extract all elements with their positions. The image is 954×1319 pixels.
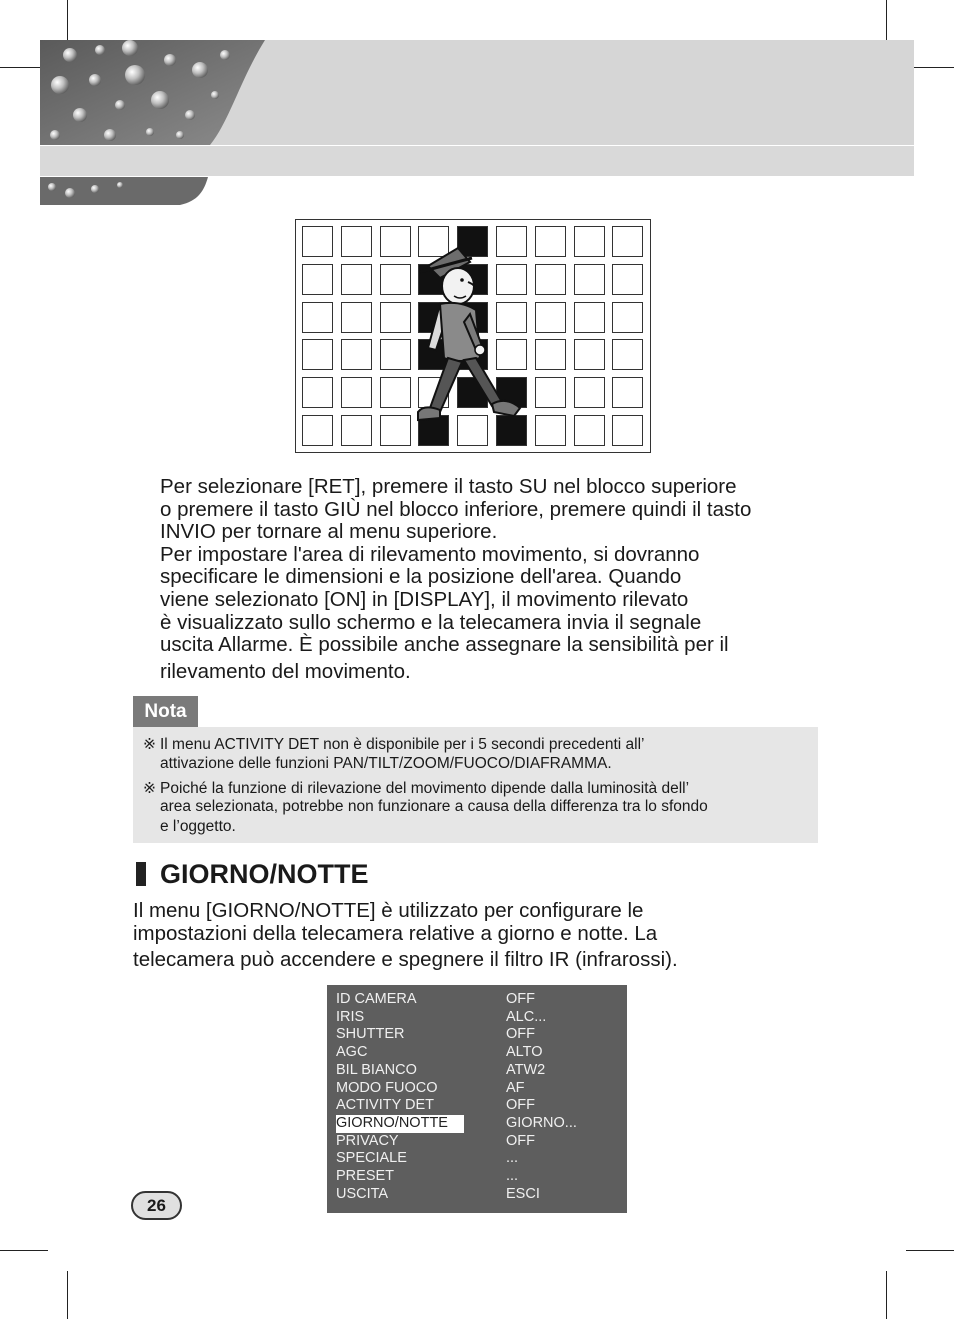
grid-cell: [535, 377, 566, 408]
osd-menu-value: GIORNO...: [506, 1114, 577, 1131]
grid-cell: [341, 339, 372, 370]
osd-menu-value: OFF: [506, 1026, 535, 1043]
osd-menu-row[interactable]: [327, 1044, 627, 1062]
crop-mark: [67, 1271, 68, 1319]
osd-menu-value: ...: [506, 1150, 519, 1167]
osd-menu-value: ...: [506, 1168, 519, 1184]
crop-mark: [886, 1271, 887, 1319]
grid-cell: [574, 226, 605, 257]
note-text: area selezionata, potrebbe non funzionare a causa della differenza tra lo sfondo: [160, 798, 708, 815]
osd-menu-row[interactable]: [327, 1062, 627, 1080]
intro-paragraph: [160, 476, 751, 683]
grid-cell: [380, 377, 411, 408]
section-line: Il menu [GIORNO/NOTTE] è utilizzato per configurare le: [133, 899, 644, 922]
section-marker: [136, 862, 146, 886]
intro-line: specificare le dimensioni e la posizione dell'area. Quando: [160, 565, 682, 589]
intro-line: uscita Allarme. È possibile anche assegnare la sensibilità per il: [160, 633, 729, 657]
note-text: attivazione delle funzioni PAN/TILT/ZOOM/FUOCO/DIAFRAMMA.: [160, 755, 612, 772]
grid-cell: [535, 302, 566, 333]
water-drops-decoration: [40, 177, 210, 205]
grid-cell: [302, 415, 333, 446]
walking-man-illustration: [410, 238, 530, 433]
crop-mark: [906, 1250, 954, 1251]
note-text: e l’oggetto.: [160, 818, 236, 835]
grid-cell: [341, 377, 372, 408]
intro-line: rilevamento del movimento.: [160, 659, 411, 683]
grid-cell: [380, 339, 411, 370]
grid-cell: [302, 377, 333, 408]
grid-cell: [574, 415, 605, 446]
osd-menu-value: AF: [506, 1079, 525, 1096]
osd-menu-value: ALTO: [506, 1044, 543, 1061]
grid-cell: [380, 415, 411, 446]
osd-menu-label: PRIVACY: [336, 1132, 399, 1149]
grid-cell: [535, 415, 566, 446]
osd-menu-row[interactable]: [327, 1026, 627, 1044]
grid-cell: [612, 339, 643, 370]
osd-menu-label: ID CAMERA: [336, 991, 417, 1007]
note-label: Nota: [133, 696, 198, 727]
grid-cell: [302, 339, 333, 370]
osd-menu-value: OFF: [506, 991, 535, 1007]
grid-cell: [535, 226, 566, 257]
osd-menu: [327, 985, 627, 1213]
osd-menu-row[interactable]: [327, 1168, 627, 1186]
osd-menu-row[interactable]: [327, 1097, 627, 1115]
intro-line: INVIO per tornare al menu superiore.: [160, 520, 498, 544]
page-number: 26: [131, 1191, 182, 1220]
grid-cell: [380, 302, 411, 333]
osd-menu-row[interactable]: [327, 991, 627, 1009]
header-strip: [40, 146, 914, 176]
grid-cell: [612, 302, 643, 333]
grid-cell: [574, 377, 605, 408]
osd-menu-label: USCITA: [336, 1185, 389, 1202]
osd-menu-row[interactable]: [327, 1115, 627, 1133]
note-text: Il menu ACTIVITY DET non è disponibile per i 5 secondi precedenti all’: [160, 736, 645, 753]
intro-line: Per impostare l'area di rilevamento movimento, si dovranno: [160, 542, 700, 566]
intro-line: è visualizzato sullo schermo e la telecamera invia il segnale: [160, 610, 702, 634]
grid-cell: [574, 264, 605, 295]
intro-line: o premere il tasto GIÙ nel blocco inferiore, premere quindi il tasto: [160, 497, 752, 521]
note-box: [133, 727, 818, 843]
note-mark: ※: [143, 780, 156, 797]
grid-cell: [302, 226, 333, 257]
osd-menu-label: MODO FUOCO: [336, 1079, 438, 1096]
grid-cell: [341, 264, 372, 295]
osd-menu-label: ACTIVITY DET: [336, 1097, 435, 1114]
note-text: Poiché la funzione di rilevazione del movimento dipende dalla luminosità dell’: [160, 780, 690, 797]
grid-cell: [341, 302, 372, 333]
osd-menu-row[interactable]: [327, 1009, 627, 1027]
grid-cell: [302, 264, 333, 295]
grid-cell: [574, 339, 605, 370]
osd-menu-row[interactable]: [327, 1133, 627, 1151]
intro-line: Per selezionare [RET], premere il tasto SU nel blocco superiore: [160, 475, 737, 498]
grid-cell: [302, 302, 333, 333]
osd-menu-label: AGC: [336, 1044, 368, 1061]
osd-menu-label: BIL BIANCO: [336, 1061, 417, 1078]
osd-menu-row[interactable]: [327, 1080, 627, 1098]
intro-line: viene selezionato [ON] in [DISPLAY], il movimento rilevato: [160, 587, 689, 611]
osd-menu-label: PRESET: [336, 1168, 395, 1184]
grid-cell: [380, 264, 411, 295]
osd-menu-value: ALC...: [506, 1008, 547, 1025]
grid-cell: [612, 226, 643, 257]
grid-cell: [535, 264, 566, 295]
grid-cell: [612, 377, 643, 408]
crop-mark: [0, 1250, 48, 1251]
grid-cell: [341, 226, 372, 257]
osd-menu-value: OFF: [506, 1132, 535, 1149]
osd-menu-row[interactable]: [327, 1150, 627, 1168]
osd-menu-label: SPECIALE: [336, 1150, 407, 1167]
osd-menu-row[interactable]: [327, 1186, 627, 1204]
osd-menu-value: OFF: [506, 1097, 535, 1114]
section-line: impostazioni della telecamera relative a giorno e notte. La: [133, 921, 658, 945]
osd-menu-label: IRIS: [336, 1008, 365, 1025]
section-title: GIORNO/NOTTE: [160, 859, 369, 889]
grid-cell: [535, 339, 566, 370]
section-paragraph: [133, 900, 678, 972]
osd-menu-label: SHUTTER: [336, 1026, 405, 1043]
grid-cell: [612, 415, 643, 446]
note-mark: ※: [143, 736, 156, 753]
grid-cell: [574, 302, 605, 333]
grid-cell: [612, 264, 643, 295]
osd-menu-label: GIORNO/NOTTE: [336, 1115, 464, 1133]
water-drops-decoration: [40, 40, 270, 145]
grid-cell: [341, 415, 372, 446]
osd-menu-value: ESCI: [506, 1185, 540, 1202]
osd-menu-value: ATW2: [506, 1061, 546, 1078]
section-line: telecamera può accendere e spegnere il filtro IR (infrarossi).: [133, 948, 678, 972]
grid-cell: [380, 226, 411, 257]
